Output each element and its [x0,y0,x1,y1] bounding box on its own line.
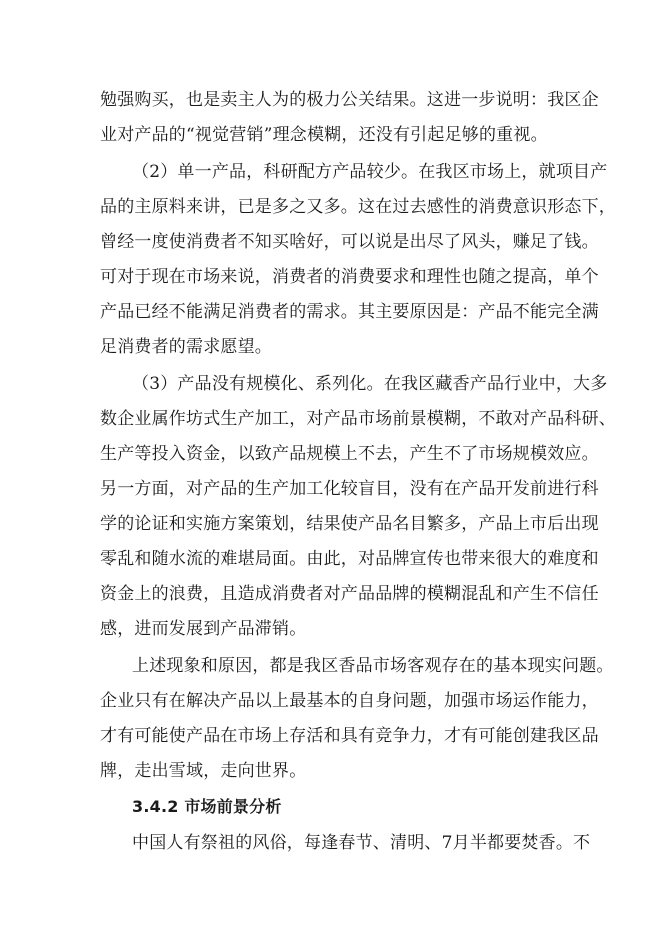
paragraph-line: 足消费者的需求愿望。 [100,337,272,357]
paragraph-line: 资金上的浪费，且造成消费者对产品品牌的模糊混乱和产生不信任 [100,584,599,604]
paragraph-line: （3）产品没有规模化、系列化。在我区藏香产品行业中，大多 [132,374,608,394]
paragraph-line: 感，进而发展到产品滞销。 [100,619,307,639]
section-heading: 3.4.2 市场前景分析 [132,797,282,816]
paragraph-line: 另一方面，对产品的生产加工化较盲目，没有在产品开发前进行科 [100,479,599,499]
paragraph-line: 上述现象和原因，都是我区香品市场客观存在的基本现实问题。 [132,656,614,676]
paragraph-line: 品的主原料来讲，已是多之又多。这在过去感性的消费意识形态下， [100,197,616,217]
paragraph-line: 学的论证和实施方案策划，结果使产品名目繁多，产品上市后出现 [100,514,599,534]
paragraph-line: 生产等投入资金，以致产品规模上不去，产生不了市场规模效应。 [100,444,599,464]
paragraph-line: 零乱和随水流的难堪局面。由此，对品牌宣传也带来很大的难度和 [100,549,599,569]
paragraph-line: 牌，走出雪域，走向世界。 [100,761,307,781]
paragraph-line: 才有可能使产品在市场上存活和具有竞争力，才有可能创建我区品 [100,726,599,746]
paragraph-line: 企业只有在解决产品以上最基本的自身问题，加强市场运作能力， [100,691,599,711]
paragraph-line: 中国人有祭祖的风俗，每逢春节、清明、7月半都要焚香。不 [132,833,591,853]
paragraph-line: 勉强购买，也是卖主人为的极力公关结果。这进一步说明：我区企 [100,90,599,110]
paragraph-line: 产品已经不能满足消费者的需求。其主要原因是：产品不能完全满 [100,302,599,322]
paragraph-line: 业对产品的“视觉营销”理念模糊，还没有引起足够的重视。 [100,125,548,145]
paragraph-line: （2）单一产品，科研配方产品较少。在我区市场上，就项目产 [132,162,608,182]
paragraph-line: 可对于现在市场来说，消费者的消费要求和理性也随之提高，单个 [100,267,599,287]
paragraph-line: 数企业属作坊式生产加工，对产品市场前景模糊，不敢对产品科研、 [100,409,616,429]
paragraph-line: 曾经一度使消费者不知买啥好，可以说是出尽了风头，赚足了钱。 [100,232,599,252]
